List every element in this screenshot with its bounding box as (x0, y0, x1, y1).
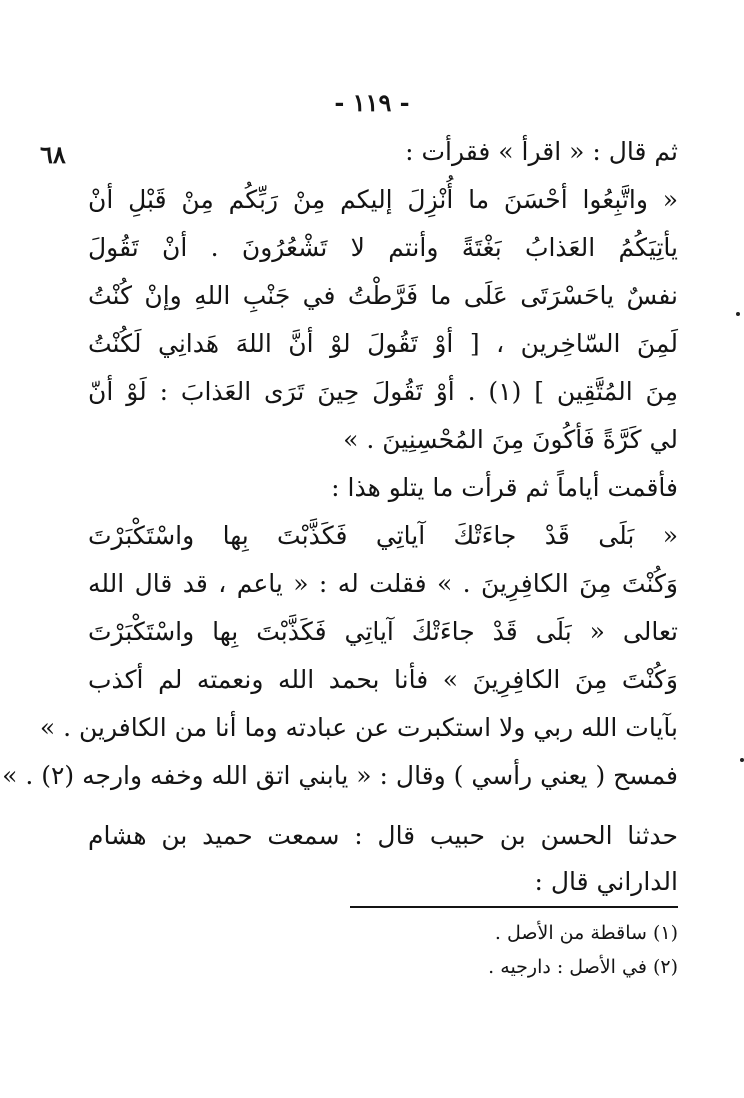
footnote-divider (350, 906, 678, 908)
scan-speck (740, 758, 744, 762)
text-line: فمسح ( يعني رأسي ) وقال : « يابني اتق الله وخفه وارجه (٢) . » (2, 761, 678, 790)
margin-page-number: ٦٨ (40, 140, 66, 169)
footnote: (١) ساقطة من الأصل . (494, 922, 678, 944)
text-line: حدثنا الحسن بن حبيب قال : سمعت حميد بن هشام (88, 821, 678, 850)
text-line: بآيات الله ربي ولا استكبرت عن عبادته وما أنا من الكافرين . » (39, 713, 678, 742)
text-line: مِنَ المُتَّقِين ] (١) . أوْ تَقُولَ حِينَ تَرَى العَذابَ : لَوْ أنّ (88, 377, 678, 406)
text-line: « واتَّبِعُوا أحْسَنَ ما أُنْزِلَ إليكم مِنْ رَبِّكُم مِنْ قَبْلِ أنْ (88, 185, 678, 214)
text-line: وَكُنْتَ مِنَ الكافِرِينَ » فأنا بحمد الله ونعمته لم أكذب (88, 665, 678, 694)
text-line: لي كَرَّةً فَأكُونَ مِنَ المُحْسِنِينَ . » (343, 425, 678, 454)
text-line: يأتِيَكُمُ العَذابُ بَغْتَةً وأنتم لا تَشْعُرُونَ . أنْ تَقُولَ (88, 233, 678, 262)
text-line: فأقمت أياماً ثم قرأت ما يتلو هذا : (331, 473, 678, 502)
text-line: وَكُنْتَ مِنَ الكافِرِينَ . » فقلت له : « ياعم ، قد قال الله (88, 569, 678, 598)
text-line: لَمِنَ السّاخِرين ، [ أوْ تَقُولَ لوْ أنَّ اللهَ هَدانِي لَكُنْتُ (88, 329, 678, 358)
text-line: تعالى « بَلَى قَدْ جاءَتْكَ آياتِي فَكَذَّبْتَ بِها واسْتَكْبَرْتَ (88, 617, 678, 646)
text-line: الداراني قال : (534, 867, 678, 896)
text-line: « بَلَى قَدْ جاءَتْكَ آياتِي فَكَذَّبْتَ بِها واسْتَكْبَرْتَ (88, 521, 678, 550)
footnote: (٢) في الأصل : دارجيه . (488, 956, 678, 978)
text-line: ثم قال : « اقرأ » فقرأت : (405, 137, 678, 166)
page-number: - ١١٩ - (334, 88, 410, 117)
text-line: نفسٌ ياحَسْرَتَى عَلَى ما فَرَّطْتُ في جَنْبِ اللهِ وإنْ كُنْتُ (88, 281, 678, 310)
scan-speck (736, 312, 740, 316)
